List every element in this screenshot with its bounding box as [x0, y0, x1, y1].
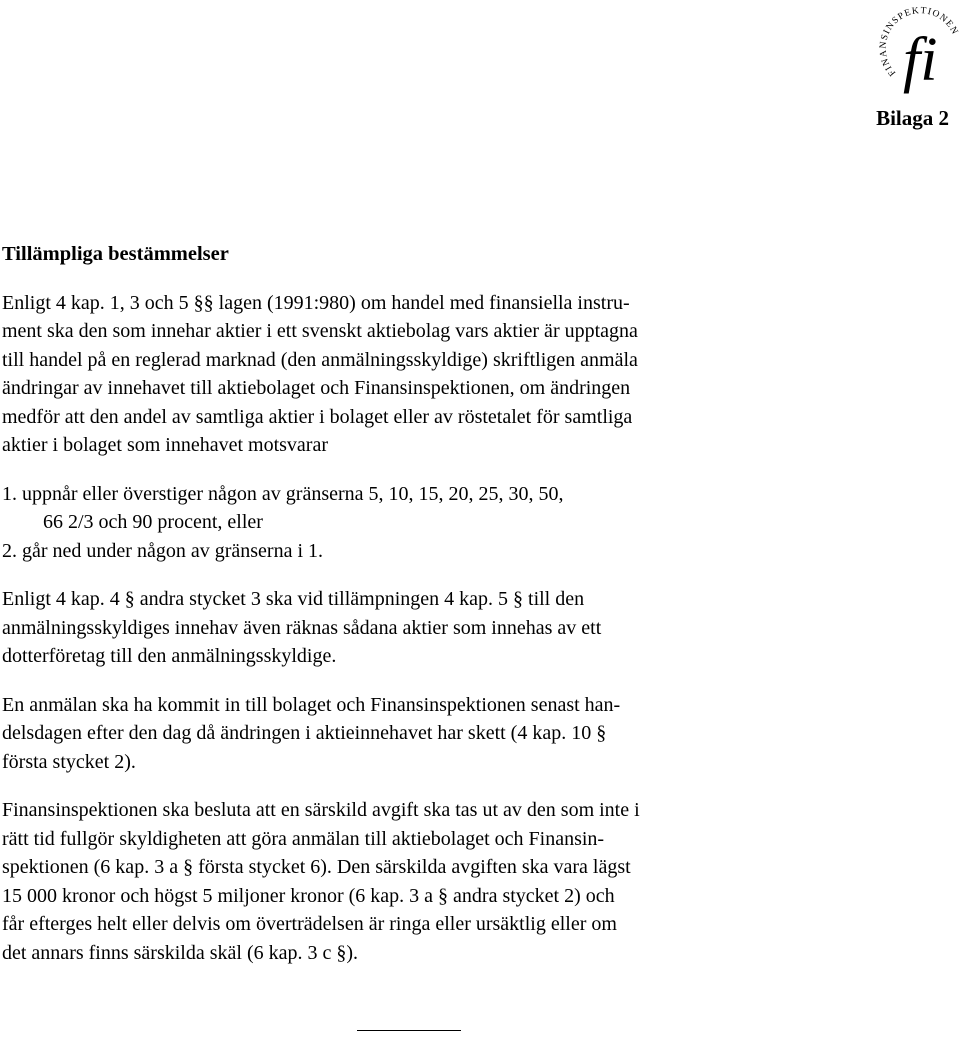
paragraph-line: dotterföretag till den anmälningsskyldige. — [2, 645, 337, 667]
finansinspektionen-logo — [866, 0, 960, 94]
document-body — [2, 240, 957, 987]
logo-monogram: fi — [903, 26, 938, 94]
paragraph-line: 15 000 kronor och högst 5 miljoner kronor (6 kap. 3 a § andra stycket 2) och — [2, 884, 615, 907]
paragraph-line: första stycket 2). — [2, 750, 136, 773]
paragraph-line: får efterges helt eller delvis om överträdelsen är ringa eller ursäktlig eller om — [2, 913, 617, 935]
document-heading: Tillämpliga bestämmelser — [2, 243, 229, 265]
attachment-label: Bilaga 2 — [876, 106, 949, 130]
fi-logo-icon — [866, 0, 960, 94]
list-item-number: 2. — [2, 539, 17, 562]
paragraph-line: spektionen (6 kap. 3 a § första stycket 6). Den särskilda avgiften ska vara lägst — [2, 856, 631, 878]
paragraph-line: det annars finns särskilda skäl (6 kap. 3 c §). — [2, 941, 359, 964]
paragraph-line: till handel på en reglerad marknad (den anmälningsskyldige) skriftligen anmäla — [2, 348, 638, 371]
paragraph-line: medför att den andel av samtliga aktier i bolaget eller av röstetalet för samtliga — [2, 405, 633, 428]
paragraph-line: rätt tid fullgör skyldigheten att göra anmälan till aktiebolaget och Finansin- — [2, 827, 605, 850]
list-item-text: går ned under någon av gränserna i 1. — [22, 539, 323, 562]
list-item — [2, 480, 957, 509]
paragraph-line: aktier i bolaget som innehavet motsvarar — [2, 434, 329, 456]
paragraph-2 — [2, 585, 957, 671]
paragraph-line: delsdagen efter den dag då ändringen i aktieinnehavet har skett (4 kap. 10 § — [2, 722, 607, 744]
paragraph-line: ment ska den som innehar aktier i ett svenskt aktiebolag vars aktier är upptagna — [2, 320, 638, 342]
paragraph-3 — [2, 691, 957, 777]
paragraph-line: Enligt 4 kap. 4 § andra stycket 3 ska vid tillämpningen 4 kap. 5 § till den — [2, 588, 585, 610]
paragraph-4 — [2, 796, 957, 967]
list-item-continuation: 66 2/3 och 90 procent, eller — [43, 511, 263, 533]
paragraph-line: Enligt 4 kap. 1, 3 och 5 §§ lagen (1991:980) om handel med finansiella instru- — [2, 291, 630, 314]
paragraph-1 — [2, 289, 957, 460]
list-item-text: uppnår eller överstiger någon av gränserna 5, 10, 15, 20, 25, 30, 50, — [22, 482, 564, 505]
logo-ring-text: FINANSINSPEKTIONEN — [878, 6, 960, 78]
list-item-number: 1. — [2, 482, 17, 505]
end-rule — [357, 1030, 461, 1031]
paragraph-line: anmälningsskyldiges innehav även räknas sådana aktier som innehas av ett — [2, 616, 602, 639]
paragraph-line: En anmälan ska ha kommit in till bolaget och Finansinspektionen senast han- — [2, 693, 621, 716]
paragraph-line: Finansinspektionen ska besluta att en särskild avgift ska tas ut av den som inte i — [2, 799, 640, 821]
paragraph-line: ändringar av innehavet till aktiebolaget och Finansinspektionen, om ändringen — [2, 377, 631, 399]
threshold-list — [2, 480, 957, 566]
list-item — [2, 537, 957, 566]
